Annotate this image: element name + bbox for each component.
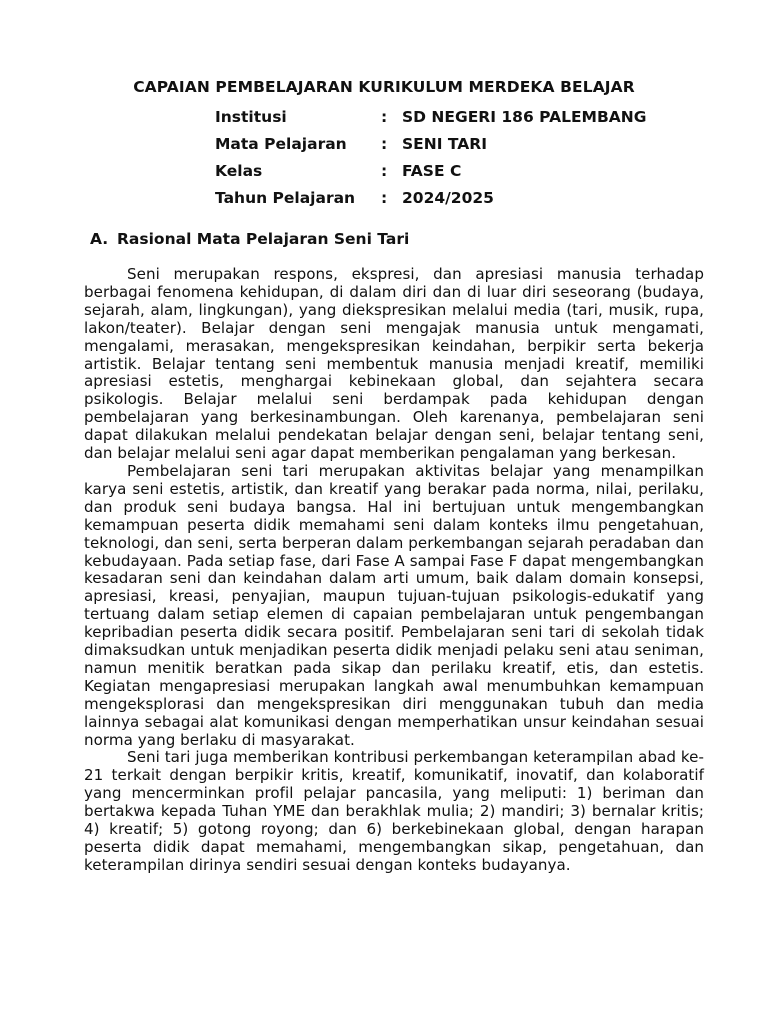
info-row-tahun-pelajaran — [215, 188, 646, 215]
info-row-institusi — [215, 107, 646, 134]
info-label: Institusi — [215, 108, 287, 126]
paragraph: Seni merupakan respons, ekspresi, dan apresiasi manusia terhadap berbagai fenomena kehidupan, di dalam diri dan di luar diri seseorang (budaya, sejarah, alam, lingkungan), yang diekspresikan melalui media (tari, musik, rupa, lakon/teater). Belajar dengan seni mengajak manusia untuk mengamati, mengalami, merasakan, mengekspresikan keindahan, berpikir serta bekerja artistik. Belajar tentang seni membentuk manusia menjadi kreatif, memiliki apresiasi estetis, menghargai kebinekaan global, dan sejahtera secara psikologis. Belajar melalui seni berdampak pada kehidupan dengan pembelajaran yang berkesinambungan. Oleh karenanya, pembelajaran seni dapat dilakukan melalui pendekatan belajar dengan seni, belajar tentang seni, dan belajar melalui seni agar dapat memberikan pengalaman yang berkesan. — [84, 265, 704, 463]
info-label: Kelas — [215, 162, 263, 180]
info-table — [215, 107, 646, 215]
document-title: CAPAIAN PEMBELAJARAN KURIKULUM MERDEKA BELAJAR — [133, 78, 635, 96]
info-value: SD NEGERI 186 PALEMBANG — [402, 108, 647, 126]
info-colon: : — [381, 189, 388, 207]
section-letter: A. — [90, 230, 109, 248]
body-text — [84, 266, 704, 875]
info-label: Tahun Pelajaran — [215, 189, 356, 207]
info-row-kelas — [215, 161, 646, 188]
info-value: 2024/2025 — [402, 189, 494, 207]
info-value: SENI TARI — [402, 135, 487, 153]
info-label: Mata Pelajaran — [215, 135, 347, 153]
info-colon: : — [381, 108, 388, 126]
section-heading-text: Rasional Mata Pelajaran Seni Tari — [117, 230, 410, 248]
paragraph: Seni tari juga memberikan kontribusi perkembangan keterampilan abad ke-21 terkait dengan berpikir kritis, kreatif, komunikatif, inovatif, dan kolaboratif yang mencerminkan profil pelajar pancasila, yang meliputi: 1) beriman dan bertakwa kepada Tuhan YME dan berakhlak mulia; 2) mandiri; 3) bernalar kritis; 4) kreatif; 5) gotong royong; dan 6) berkebinekaan global, dengan harapan peserta didik dapat memahami, mengembangkan sikap, pengetahuan, dan keterampilan dirinya sendiri sesuai dengan konteks budayanya. — [84, 748, 704, 874]
info-row-mata-pelajaran — [215, 134, 646, 161]
info-colon: : — [381, 162, 388, 180]
info-value: FASE C — [402, 162, 462, 180]
paragraph: Pembelajaran seni tari merupakan aktivitas belajar yang menampilkan karya seni estetis, artistik, dan kreatif yang berakar pada norma, nilai, perilaku, dan produk seni budaya bangsa. Hal ini bertujuan untuk mengembangkan kemampuan peserta didik memahami seni dalam konteks ilmu pengetahuan, teknologi, dan seni, serta berperan dalam perkembangan sejarah peradaban dan kebudayaan. Pada setiap fase, dari Fase A sampai Fase F dapat mengembangkan kesadaran seni dan keindahan dalam arti umum, baik dalam domain konsepsi, apresiasi, kreasi, penyajian, maupun tujuan-tujuan psikologis-edukatif yang tertuang dalam setiap elemen di capaian pembelajaran untuk pengembangan kepribadian peserta didik secara positif. Pembelajaran seni tari di sekolah tidak dimaksudkan untuk menjadikan peserta didik menjadi pelaku seni atau seniman, namun menitik beratkan pada sikap dan perilaku kreatif, etis, dan estetis. Kegiatan mengapresiasi merupakan langkah awal menumbuhkan kemampuan mengeksplorasi dan mengekspresikan diri menggunakan tubuh dan media lainnya sebagai alat komunikasi dengan memperhatikan unsur keindahan sesuai norma yang berlaku di masyarakat. — [84, 461, 704, 749]
info-colon: : — [381, 135, 388, 153]
section-heading — [90, 229, 409, 249]
